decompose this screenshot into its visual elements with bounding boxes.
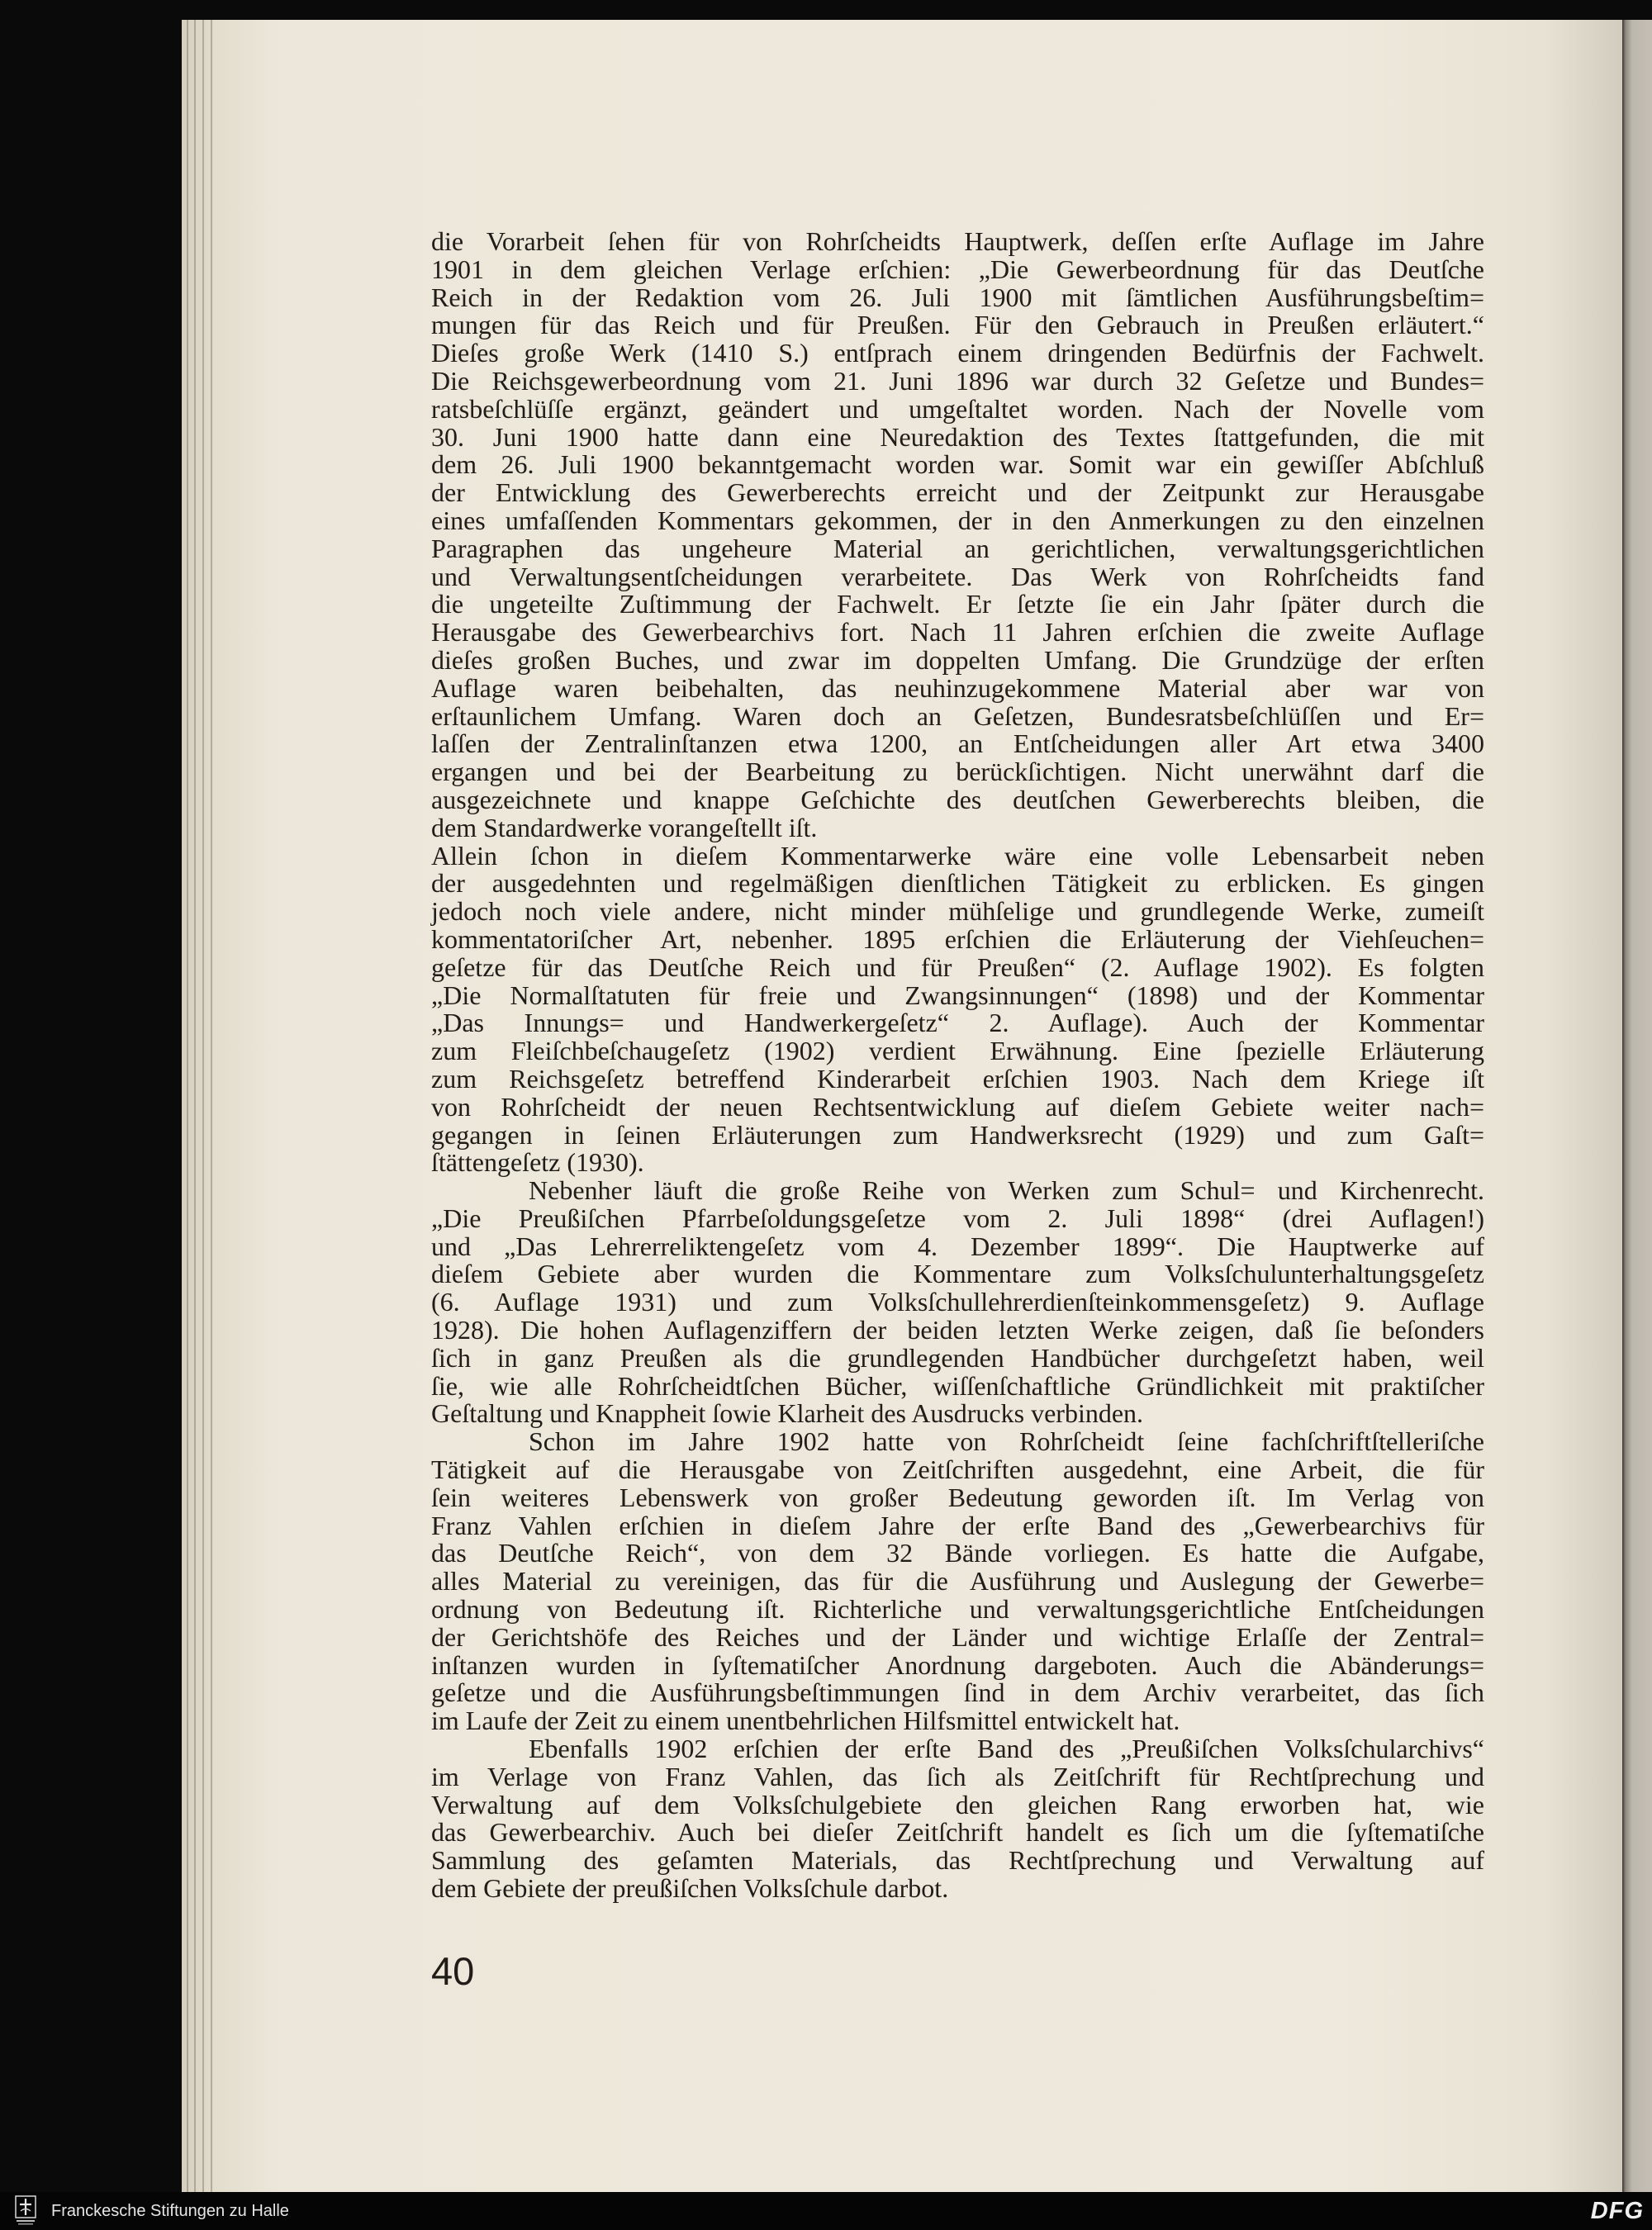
text-line: 1901 in dem gleichen Verlage erſchien: „Die Gewerbeordnung für das Deutſche (431, 254, 1484, 284)
text-line: das Deutſche Reich“, von dem 32 Bände vorliegen. Es hatte die Aufgabe, (431, 1538, 1484, 1568)
text-line: eines umfaſſenden Kommentars gekommen, der in den Anmerkungen zu den einzelnen (431, 505, 1484, 535)
text-line: (6. Auflage 1931) und zum Volksſchullehrerdienſteinkommensgeſetz) 9. Auflage (431, 1287, 1484, 1317)
text-line: ſtättengeſetz (1930). (431, 1147, 644, 1178)
text-line: Nebenher läuft die große Reihe von Werken zum Schul= und Kirchenrecht. (529, 1175, 1484, 1206)
text-line: mungen für das Reich und für Preußen. Für den Gebrauch in Preußen erläutert.“ (431, 310, 1484, 340)
institution-name: Franckesche Stiftungen zu Halle (51, 2202, 289, 2220)
text-line: ratsbeſchlüſſe ergänzt, geändert und umgeſtaltet worden. Nach der Novelle vom (431, 393, 1484, 424)
text-line: 1928). Die hohen Auflagenziffern der beiden letzten Werke zeigen, daß ſie beſonders (431, 1315, 1484, 1345)
text-line: Die Reichsgewerbeordnung vom 21. Juni 1896 war durch 32 Geſetze und Bundes= (431, 365, 1484, 396)
page-edge (194, 20, 196, 2192)
text-line: erſtaunlichem Umfang. Waren doch an Geſetzen, Bundesratsbeſchlüſſen und Er= (431, 700, 1484, 731)
text-line: dem 26. Juli 1900 bekanntgemacht worden war. Somit war ein gewiſſer Abſchluß (431, 449, 1484, 480)
text-line: Geſtaltung und Knappheit ſowie Klarheit des Ausdrucks verbinden. (431, 1398, 1144, 1429)
text-line: jedoch noch viele andere, nicht minder mühſelige und grundlegende Werke, zumeiſt (431, 896, 1484, 927)
paragraph-3 (431, 1177, 1484, 1428)
text-line: laſſen der Zentralinſtanzen etwa 1200, an Entſcheidungen aller Art etwa 3400 (431, 728, 1484, 759)
text-block (431, 228, 1484, 1903)
page-edge (202, 20, 204, 2192)
text-line: Sammlung des geſamten Materials, das Rechtſprechung und Verwaltung auf (431, 1845, 1484, 1876)
text-line: „Die Normalſtatuten für freie und Zwangsinnungen“ (1898) und der Kommentar (431, 980, 1484, 1010)
text-line: „Die Preußiſchen Pfarrbeſoldungsgeſetze vom 2. Juli 1898“ (drei Auflagen!) (431, 1203, 1484, 1233)
text-line: Schon im Jahre 1902 hatte von Rohrſcheidt ſeine fachſchriftſtelleriſche (529, 1426, 1484, 1457)
institution-emblem-icon (13, 2194, 38, 2228)
text-line: der ausgedehnten und regelmäßigen dienſtlichen Tätigkeit zu erblicken. Es gingen (431, 868, 1484, 899)
text-line: Herausgabe des Gewerbearchivs fort. Nach 11 Jahren erſchien die zweite Auflage (431, 617, 1484, 648)
text-line: dem Gebiete der preußiſchen Volksſchule darbot. (431, 1873, 949, 1904)
text-line: alles Material zu vereinigen, das für die Ausführung und Auslegung der Gewerbe= (431, 1566, 1484, 1597)
text-line: dieſem Gebiete aber wurden die Kommentare zum Volksſchulunterhaltungsgeſetz (431, 1259, 1484, 1289)
text-line: der Gerichtshöfe des Reiches und der Länder und wichtige Erlaſſe der Zentral= (431, 1621, 1484, 1652)
text-line: im Verlage von Franz Vahlen, das ſich als Zeitſchrift für Rechtſprechung und (431, 1761, 1484, 1791)
page-number: 40 (431, 1949, 475, 1993)
text-line: ergangen und bei der Bearbeitung zu berückſichtigen. Nicht unerwähnt darf die (431, 757, 1484, 787)
text-line: Ebenfalls 1902 erſchien der erſte Band des „Preußiſchen Volksſchularchivs“ (529, 1734, 1484, 1764)
text-line: zum Reichsgeſetz betreffend Kinderarbeit erſchien 1903. Nach dem Kriege iſt (431, 1063, 1484, 1094)
text-line: Dieſes große Werk (1410 S.) entſprach einem dringenden Bedürfnis der Fachwelt. (431, 338, 1484, 368)
text-line: dem Standardwerke vorangeſtellt iſt. (431, 812, 818, 842)
paragraph-1 (431, 228, 1484, 842)
text-line: die Vorarbeit ſehen für von Rohrſcheidts Hauptwerk, deſſen erſte Auflage im Jahre (431, 226, 1484, 256)
text-line: „Das Innungs= und Handwerkergeſetz“ 2. Auflage). Auch der Kommentar (431, 1008, 1484, 1038)
text-line: gegangen in ſeinen Erläuterungen zum Handwerksrecht (1929) und zum Gaſt= (431, 1119, 1484, 1150)
text-line: das Gewerbearchiv. Auch bei dieſer Zeitſchrift handelt es ſich um die ſyſtematiſche (431, 1817, 1484, 1848)
text-line: Auflage waren beibehalten, das neuhinzugekommene Material aber war von (431, 672, 1484, 703)
text-line: ausgezeichnete und knappe Geſchichte des deutſchen Gewerberechts bleiben, die (431, 784, 1484, 814)
text-line: inſtanzen wurden in ſyſtematiſcher Anordnung dargeboten. Auch die Abänderungs= (431, 1649, 1484, 1680)
text-line: Tätigkeit auf die Herausgabe von Zeitſchriften ausgedehnt, eine Arbeit, die für (431, 1454, 1484, 1485)
text-line: im Laufe der Zeit zu einem unentbehrlichen Hilfsmittel entwickelt hat. (431, 1706, 1180, 1736)
page-paper (182, 20, 1622, 2192)
text-line: kommentatoriſcher Art, nebenher. 1895 erſchien die Erläuterung der Viehſeuchen= (431, 923, 1484, 954)
text-line: dieſes großen Buches, und zwar im doppelten Umfang. Die Grundzüge der erſten (431, 644, 1484, 675)
text-line: und „Das Lehrerreliktengeſetz vom 4. Dezember 1899“. Die Hauptwerke auf (431, 1231, 1484, 1261)
text-line: Reich in der Redaktion vom 26. Juli 1900 mit ſämtlichen Ausführungsbeſtim= (431, 282, 1484, 312)
text-line: 30. Juni 1900 hatte dann eine Neuredaktion des Textes ſtattgefunden, die mit (431, 421, 1484, 452)
text-line: die ungeteilte Zuſtimmung der Fachwelt. Er ſetzte ſie ein Jahr ſpäter durch die (431, 589, 1484, 619)
text-line: ſich in ganz Preußen als die grundlegenden Handbücher durchgeſetzt haben, weil (431, 1342, 1484, 1373)
paragraph-2 (431, 842, 1484, 1178)
paragraph-4 (431, 1428, 1484, 1735)
text-line: Verwaltung auf dem Volksſchulgebiete den gleichen Rang erworben hat, wie (431, 1789, 1484, 1820)
paragraph-5 (431, 1735, 1484, 1903)
text-line: geſetze für das Deutſche Reich und für Preußen“ (2. Auflage 1902). Es folgten (431, 951, 1484, 982)
text-line: zum Fleiſchbeſchaugeſetz (1902) verdient Erwähnung. Eine ſpezielle Erläuterung (431, 1036, 1484, 1066)
text-line: und Verwaltungsentſcheidungen verarbeitete. Das Werk von Rohrſcheidts fand (431, 561, 1484, 591)
text-line: Paragraphen das ungeheure Material an gerichtlichen, verwaltungsgerichtlichen (431, 533, 1484, 563)
page-edge (211, 20, 212, 2192)
adjacent-page-edge (1622, 20, 1652, 2192)
text-line: der Entwicklung des Gewerberechts erreicht und der Zeitpunkt zur Herausgabe (431, 477, 1484, 508)
footer-bar (0, 2192, 1652, 2230)
text-line: ſein weiteres Lebenswerk von großer Bedeutung geworden iſt. Im Verlag von (431, 1482, 1484, 1512)
text-line: geſetze und die Ausführungsbeſtimmungen ſind in dem Archiv verarbeitet, das ſich (431, 1677, 1484, 1708)
text-line: ordnung von Bedeutung iſt. Richterliche und verwaltungsgerichtliche Entſcheidungen (431, 1594, 1484, 1625)
text-line: Allein ſchon in dieſem Kommentarwerke wäre eine volle Lebensarbeit neben (431, 840, 1484, 871)
dfg-logo: DFG (1590, 2198, 1644, 2224)
text-line: von Rohrſcheidt der neuen Rechtsentwicklung auf dieſem Gebiete weiter nach= (431, 1091, 1484, 1122)
text-line: Franz Vahlen erſchien in dieſem Jahre der erſte Band des „Gewerbearchivs für (431, 1510, 1484, 1540)
text-line: ſie, wie alle Rohrſcheidtſchen Bücher, wiſſenſchaftliche Gründlichkeit mit praktiſcher (431, 1370, 1484, 1401)
page-edge (187, 20, 188, 2192)
